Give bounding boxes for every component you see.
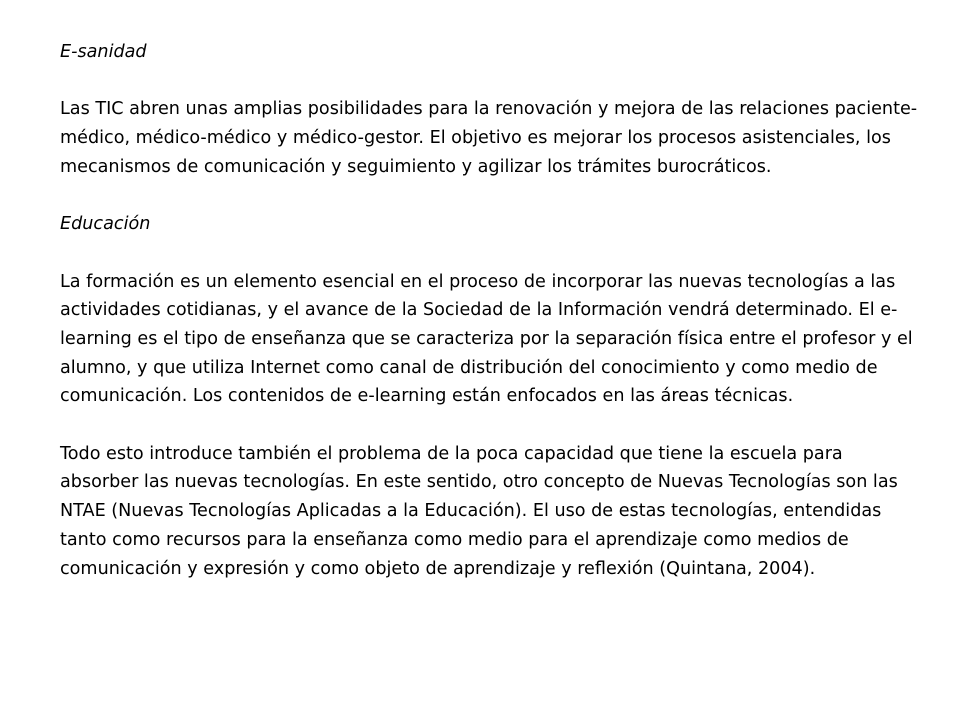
spacer bbox=[60, 67, 920, 96]
spacer bbox=[60, 182, 920, 211]
spacer bbox=[60, 411, 920, 440]
section-heading-educacion: Educación bbox=[60, 214, 151, 235]
section-heading-esanidad: E-sanidad bbox=[60, 42, 147, 62]
paragraph-esanidad: Las TIC abren unas amplias posibilidades para la renovación y mejora de las relaciones paciente-médico, médico-médico y médico-gestor. El objetivo es mejorar los procesos asistenciales, los mecanismos de comunicación y seguimiento y agilizar los trámites burocráticos. bbox=[60, 99, 918, 177]
spacer bbox=[60, 239, 920, 268]
slide-content bbox=[60, 38, 920, 583]
paragraph-educacion-2: Todo esto introduce también el problema de la poca capacidad que tiene la escuela para absorber las nuevas tecnologías. En este sentido, otro concepto de Nuevas Tecnologías son las NTAE (Nuevas Tecnologías Aplicadas a la Educación). El uso de estas tecnologías, entendidas tanto como recursos para la enseñanza como medio para el aprendizaje como medios de comunicación y expresión y como objeto de aprendizaje y reflexión (Quintana, 2004). bbox=[60, 443, 898, 579]
paragraph-educacion-1: La formación es un elemento esencial en el proceso de incorporar las nuevas tecnologías a las actividades cotidianas, y el avance de la Sociedad de la Información vendrá determinado. El e-learning es el tipo de enseñanza que se caracteriza por la separación física entre el profesor y el alumno, y que utiliza Internet como canal de distribución del conocimiento y como medio de comunicación. Los contenidos de e-learning están enfocados en las áreas técnicas. bbox=[60, 271, 913, 407]
